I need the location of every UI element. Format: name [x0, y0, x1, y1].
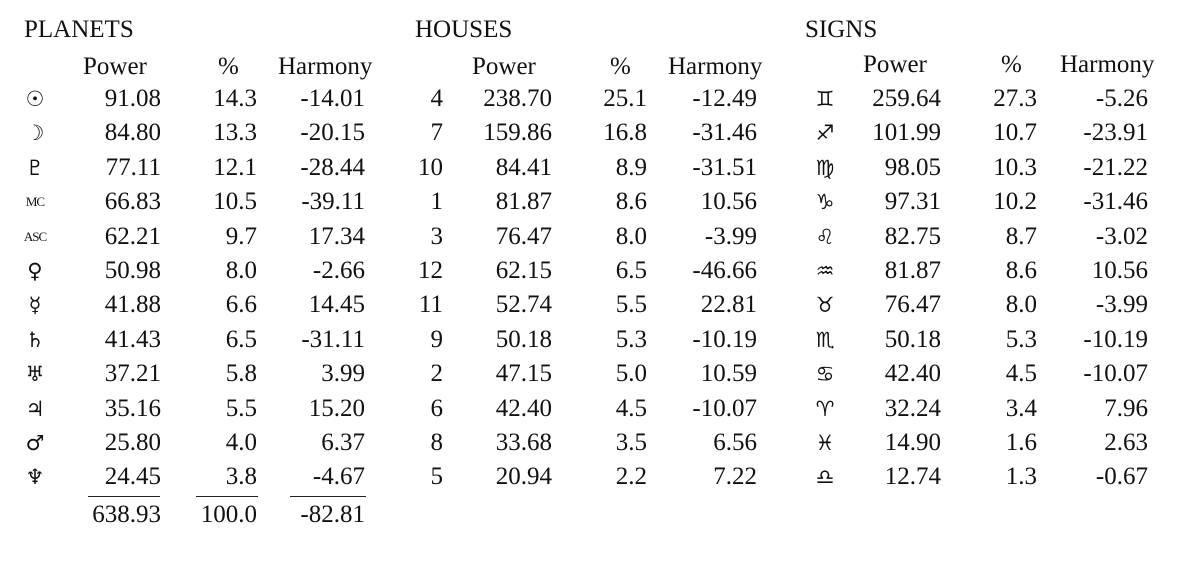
house-harmony: -31.46	[692, 119, 757, 146]
house-harmony: -31.51	[692, 154, 757, 181]
house-pct: 25.1	[603, 85, 647, 112]
house-power: 42.40	[495, 395, 552, 422]
sign-power: 14.90	[884, 429, 941, 456]
sign-symbol-icon: ♋	[815, 362, 835, 386]
house-number: 12	[418, 257, 443, 284]
house-power: 62.15	[495, 257, 552, 284]
planet-pct: 8.0	[225, 257, 257, 284]
sign-power: 76.47	[884, 291, 941, 318]
planet-power: 50.98	[104, 257, 161, 284]
planet-symbol-icon: ☽	[25, 121, 45, 145]
houses-harmony-header: Harmony	[668, 53, 763, 80]
sign-symbol-icon: ♉	[815, 293, 835, 317]
sign-power: 98.05	[884, 154, 941, 181]
sign-harmony: 10.56	[1091, 257, 1148, 284]
house-pct: 6.5	[615, 257, 647, 284]
house-power: 50.18	[495, 326, 552, 353]
house-harmony: 7.22	[713, 463, 757, 490]
planets-pct-total-rule	[196, 496, 258, 497]
planet-pct: 12.1	[213, 154, 257, 181]
house-power: 238.70	[483, 85, 552, 112]
sign-harmony: -10.07	[1083, 360, 1148, 387]
planet-harmony: -20.15	[300, 119, 365, 146]
sign-symbol-icon: ♌	[815, 225, 835, 249]
planet-pct: 13.3	[213, 119, 257, 146]
planet-harmony: 14.45	[308, 291, 365, 318]
planet-harmony: -39.11	[301, 188, 365, 215]
sign-harmony: -10.19	[1083, 326, 1148, 353]
sign-power: 81.87	[884, 257, 941, 284]
sign-harmony: -3.99	[1095, 291, 1148, 318]
planet-harmony: -31.11	[301, 326, 365, 353]
planet-harmony: 17.34	[308, 223, 365, 250]
house-harmony: 10.59	[700, 360, 757, 387]
house-pct: 2.2	[615, 463, 647, 490]
planet-symbol-icon: ♂	[25, 431, 45, 455]
planet-pct: 6.6	[225, 291, 257, 318]
signs-power-header: Power	[863, 51, 927, 78]
sign-pct: 8.7	[1005, 223, 1037, 250]
sign-power: 42.40	[884, 360, 941, 387]
sign-symbol-icon: ♏	[815, 328, 835, 352]
house-number: 5	[430, 463, 443, 490]
planet-symbol-icon: MC	[25, 194, 45, 209]
sign-symbol-icon: ♍	[815, 156, 835, 180]
house-harmony: -10.07	[692, 395, 757, 422]
sign-symbol-icon: ♓	[815, 431, 835, 455]
house-power: 20.94	[495, 463, 552, 490]
house-number: 11	[418, 291, 443, 318]
sign-power: 97.31	[884, 188, 941, 215]
house-power: 76.47	[495, 223, 552, 250]
planet-symbol-icon: ♆	[25, 465, 45, 489]
planet-power: 77.11	[105, 154, 161, 181]
sign-pct: 3.4	[1005, 395, 1037, 422]
planets-harmony-header: Harmony	[278, 53, 373, 80]
sign-symbol-icon: ♊	[815, 87, 835, 111]
signs-harmony-header: Harmony	[1060, 51, 1155, 78]
sign-power: 101.99	[872, 119, 941, 146]
planet-pct: 10.5	[213, 188, 257, 215]
planet-power: 41.88	[104, 291, 161, 318]
planet-symbol-icon: ♄	[25, 328, 45, 352]
house-number: 7	[430, 119, 443, 146]
house-pct: 3.5	[615, 429, 647, 456]
planet-harmony: 6.37	[321, 429, 365, 456]
planet-power: 84.80	[104, 119, 161, 146]
house-pct: 5.0	[615, 360, 647, 387]
sign-pct: 8.6	[1005, 257, 1037, 284]
planet-harmony: -14.01	[300, 85, 365, 112]
house-harmony: 6.56	[713, 429, 757, 456]
house-number: 2	[430, 360, 443, 387]
house-pct: 16.8	[603, 119, 647, 146]
planet-pct: 3.8	[225, 463, 257, 490]
planet-harmony: -2.66	[312, 257, 365, 284]
planet-power: 66.83	[104, 188, 161, 215]
house-pct: 8.0	[615, 223, 647, 250]
house-pct: 4.5	[615, 395, 647, 422]
house-number: 1	[430, 188, 443, 215]
house-number: 8	[430, 429, 443, 456]
house-number: 3	[430, 223, 443, 250]
planet-symbol-icon: ♅	[25, 362, 45, 386]
sign-harmony: -31.46	[1083, 188, 1148, 215]
planets-harmony-total-rule	[290, 496, 366, 497]
planets-pct-header: %	[218, 53, 239, 80]
sign-harmony: -21.22	[1083, 154, 1148, 181]
planet-power: 41.43	[104, 326, 161, 353]
sign-pct: 1.3	[1005, 463, 1037, 490]
planet-pct: 9.7	[225, 223, 257, 250]
house-power: 81.87	[495, 188, 552, 215]
house-harmony: -46.66	[692, 257, 757, 284]
planet-pct: 6.5	[225, 326, 257, 353]
planets-total-pct: 100.0	[200, 501, 257, 528]
planet-harmony: -4.67	[312, 463, 365, 490]
planet-pct: 5.8	[225, 360, 257, 387]
planet-power: 24.45	[104, 463, 161, 490]
house-number: 9	[430, 326, 443, 353]
planet-pct: 14.3	[213, 85, 257, 112]
planets-title: PLANETS	[24, 16, 134, 43]
houses-power-header: Power	[472, 53, 536, 80]
house-number: 6	[430, 395, 443, 422]
house-power: 33.68	[495, 429, 552, 456]
planets-power-total-rule	[88, 496, 160, 497]
planets-total-harmony: -82.81	[300, 501, 365, 528]
planet-symbol-icon: ☿	[28, 293, 42, 317]
house-pct: 5.5	[615, 291, 647, 318]
sign-harmony: -3.02	[1095, 223, 1148, 250]
sign-power: 50.18	[884, 326, 941, 353]
sign-pct: 8.0	[1005, 291, 1037, 318]
planet-symbol-icon: ☉	[25, 87, 45, 111]
sign-power: 259.64	[872, 85, 941, 112]
sign-power: 32.24	[884, 395, 941, 422]
house-number: 4	[430, 85, 443, 112]
sign-pct: 4.5	[1005, 360, 1037, 387]
planet-pct: 5.5	[225, 395, 257, 422]
sign-symbol-icon: ♈	[815, 397, 835, 421]
planet-power: 25.80	[104, 429, 161, 456]
sign-harmony: -5.26	[1095, 85, 1148, 112]
planet-symbol-icon: ♀	[27, 259, 43, 283]
house-pct: 5.3	[615, 326, 647, 353]
planet-symbol-icon: ♇	[25, 156, 45, 180]
sign-pct: 5.3	[1005, 326, 1037, 353]
planet-symbol-icon: ♃	[25, 397, 45, 421]
house-power: 52.74	[495, 291, 552, 318]
houses-title: HOUSES	[415, 16, 513, 43]
house-harmony: -3.99	[704, 223, 757, 250]
sign-harmony: -23.91	[1083, 119, 1148, 146]
sign-harmony: 2.63	[1104, 429, 1148, 456]
house-harmony: 10.56	[700, 188, 757, 215]
sign-symbol-icon: ♐	[815, 121, 835, 145]
sign-power: 82.75	[884, 223, 941, 250]
signs-title: SIGNS	[805, 16, 878, 43]
planet-harmony: 15.20	[308, 395, 365, 422]
planet-pct: 4.0	[225, 429, 257, 456]
signs-pct-header: %	[1001, 51, 1022, 78]
planet-power: 37.21	[104, 360, 161, 387]
houses-pct-header: %	[610, 53, 631, 80]
planet-harmony: 3.99	[321, 360, 365, 387]
planets-power-header: Power	[83, 53, 147, 80]
planet-symbol-icon: ASC	[23, 229, 47, 244]
house-power: 84.41	[495, 154, 552, 181]
sign-power: 12.74	[884, 463, 941, 490]
planets-total-power: 638.93	[92, 501, 161, 528]
sign-pct: 27.3	[993, 85, 1037, 112]
planet-power: 62.21	[104, 223, 161, 250]
sign-symbol-icon: ♒	[815, 259, 835, 283]
house-harmony: -10.19	[692, 326, 757, 353]
sign-symbol-icon: ♎	[815, 465, 835, 489]
house-number: 10	[418, 154, 443, 181]
sign-symbol-icon: ♑	[815, 190, 835, 214]
sign-pct: 10.2	[993, 188, 1037, 215]
house-power: 159.86	[483, 119, 552, 146]
house-pct: 8.6	[615, 188, 647, 215]
house-power: 47.15	[495, 360, 552, 387]
planet-power: 91.08	[104, 85, 161, 112]
sign-harmony: 7.96	[1104, 395, 1148, 422]
house-harmony: 22.81	[700, 291, 757, 318]
planet-power: 35.16	[104, 395, 161, 422]
sign-pct: 10.7	[993, 119, 1037, 146]
house-pct: 8.9	[615, 154, 647, 181]
house-harmony: -12.49	[692, 85, 757, 112]
sign-pct: 1.6	[1005, 429, 1037, 456]
sign-harmony: -0.67	[1095, 463, 1148, 490]
planet-harmony: -28.44	[300, 154, 365, 181]
sign-pct: 10.3	[993, 154, 1037, 181]
